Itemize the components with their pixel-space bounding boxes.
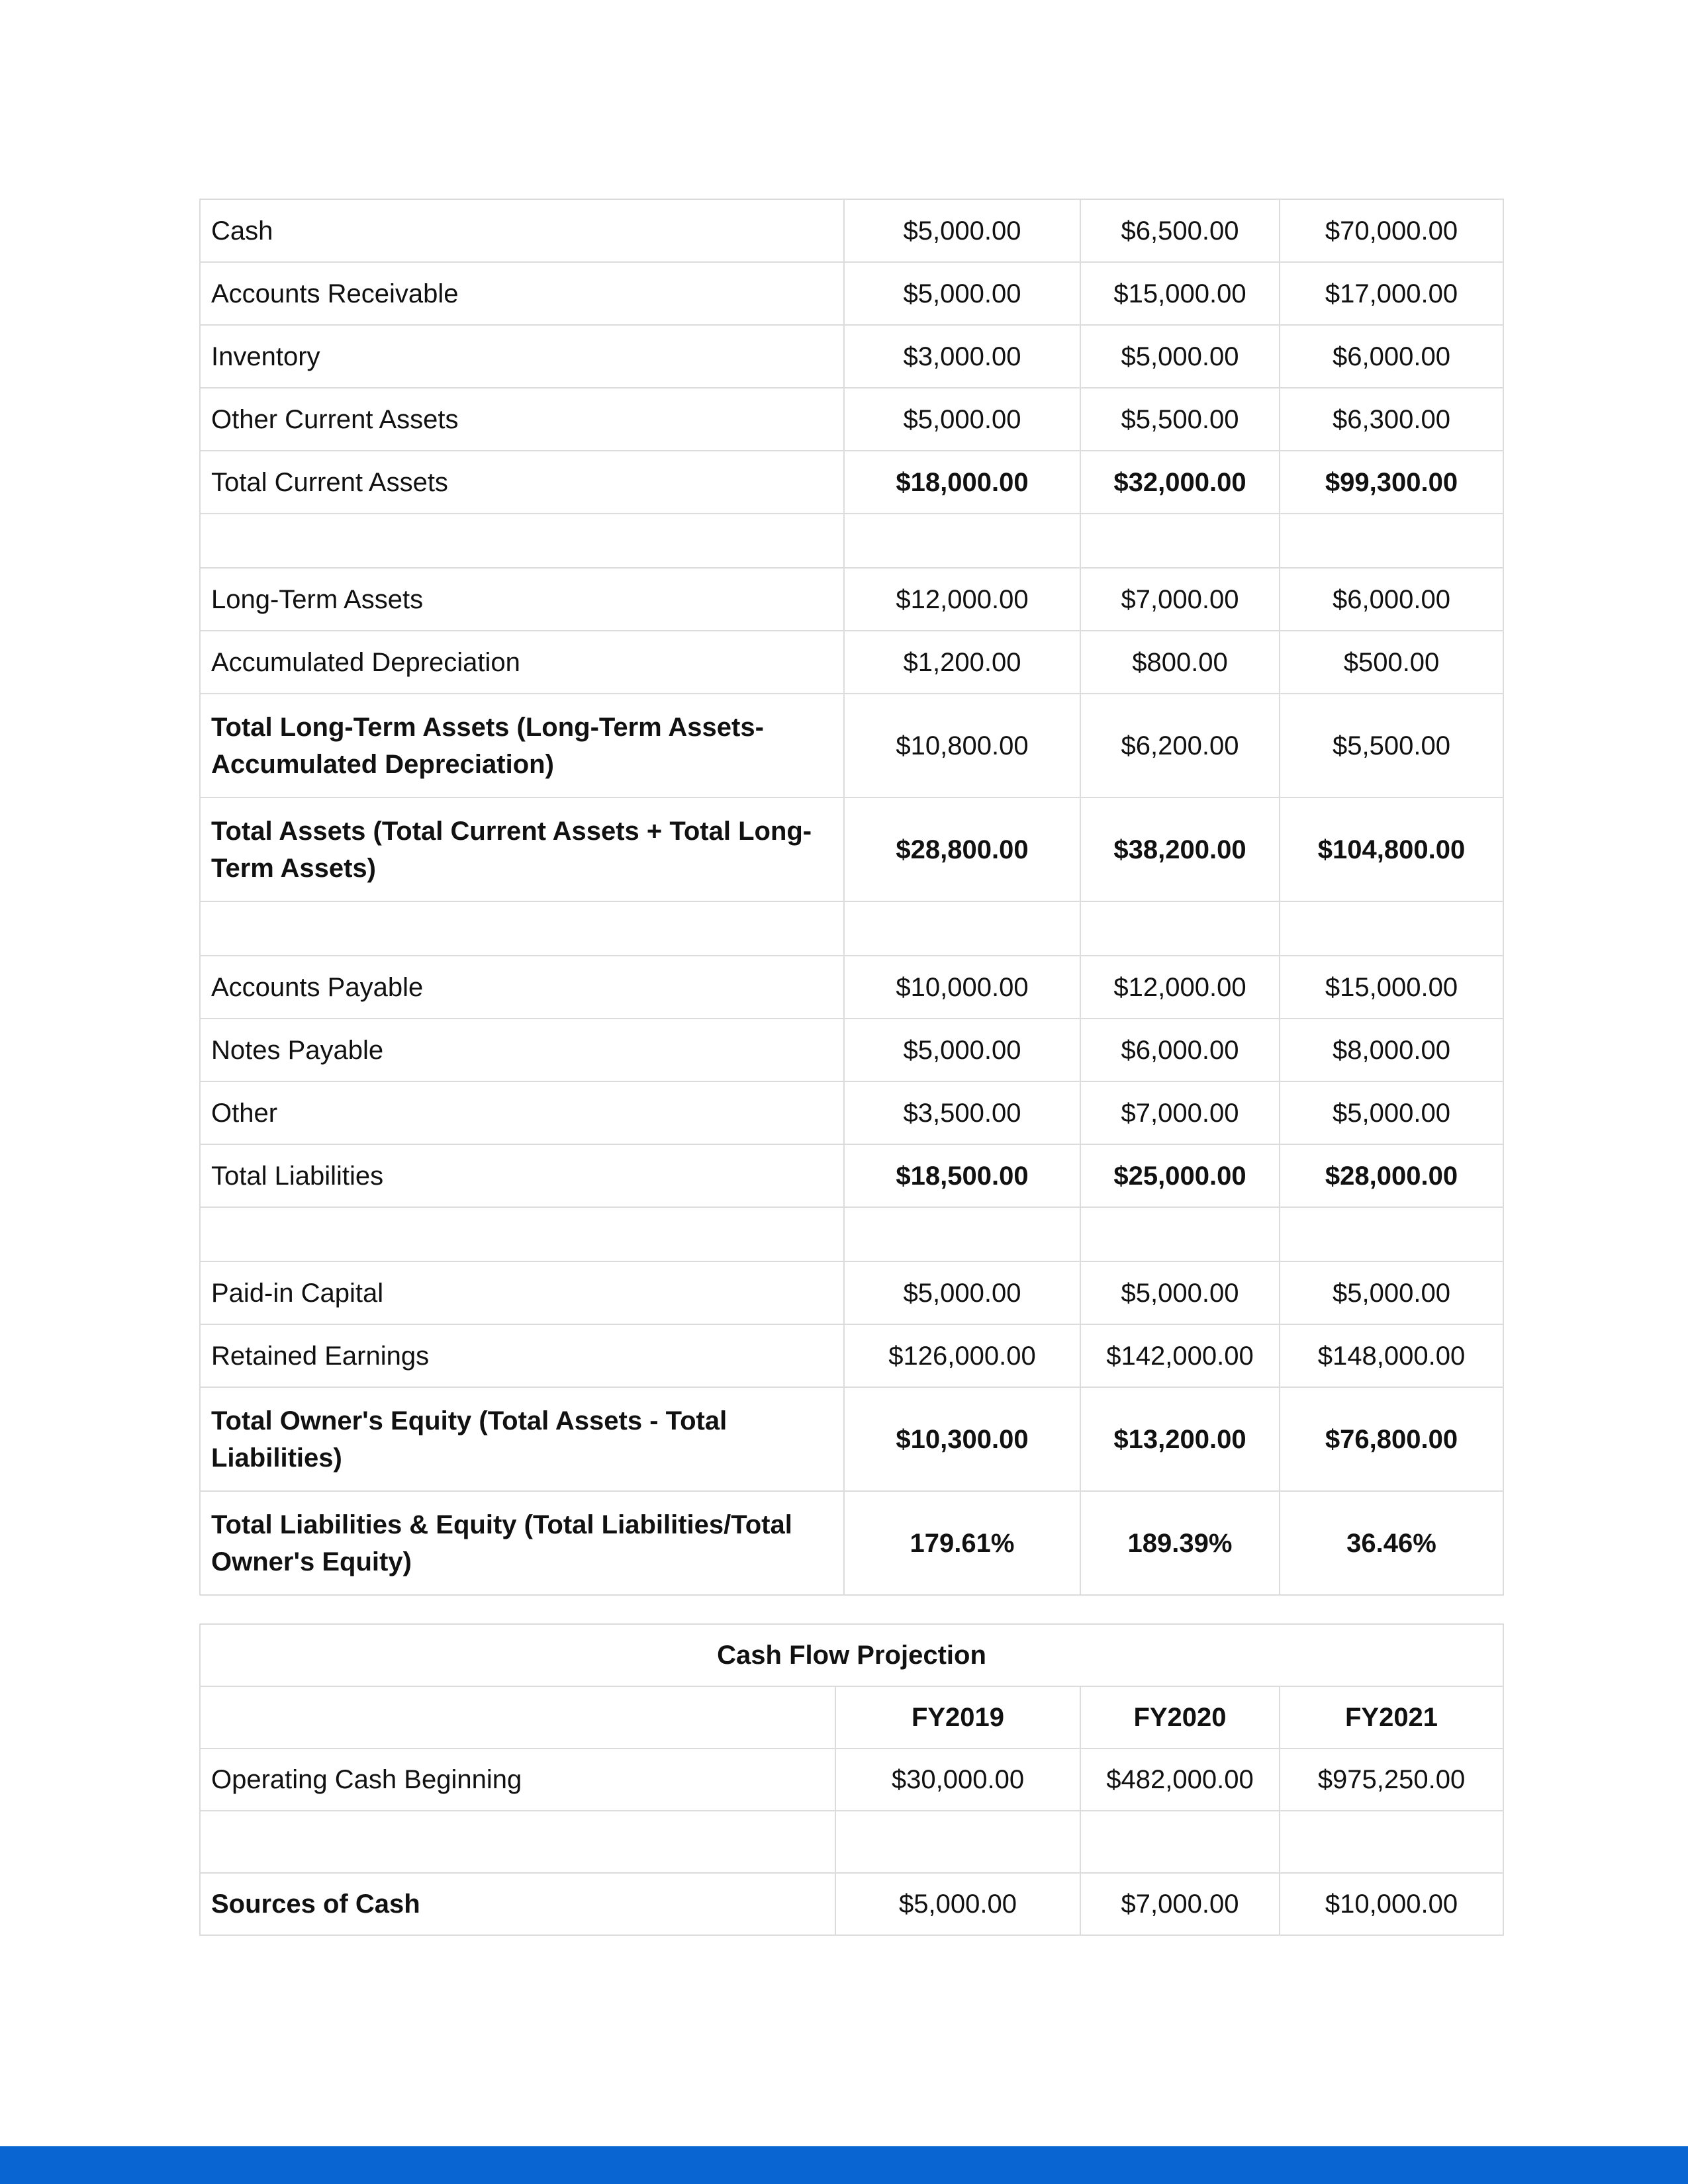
value-cell: $6,500.00 [1080, 199, 1280, 262]
row-label: Accounts Receivable [200, 262, 844, 325]
empty-cell [200, 901, 844, 956]
row-label: Sources of Cash [200, 1873, 835, 1935]
empty-cell [1080, 1207, 1280, 1261]
value-cell: $142,000.00 [1080, 1324, 1280, 1387]
row-label: Accumulated Depreciation [200, 631, 844, 694]
value-cell: $5,000.00 [1280, 1081, 1503, 1144]
value-cell: $5,000.00 [835, 1873, 1080, 1935]
row-label: Total Liabilities & Equity (Total Liabilities/Total Owner's Equity) [200, 1491, 844, 1595]
row-label: Other [200, 1081, 844, 1144]
value-cell: $5,000.00 [1080, 325, 1280, 388]
table-row [200, 1081, 1503, 1144]
value-cell: $7,000.00 [1080, 568, 1280, 631]
value-cell: $7,000.00 [1080, 1873, 1280, 1935]
value-cell: $5,000.00 [1280, 1261, 1503, 1324]
value-cell: 179.61% [844, 1491, 1080, 1595]
value-cell: $3,000.00 [844, 325, 1080, 388]
row-label: Total Long-Term Assets (Long-Term Assets-Accumulated Depreciation) [200, 694, 844, 797]
table-row-total [200, 451, 1503, 514]
table-row-total [200, 1491, 1503, 1595]
value-cell: $13,200.00 [1080, 1387, 1280, 1491]
value-cell: $25,000.00 [1080, 1144, 1280, 1207]
empty-cell [1280, 901, 1503, 956]
table-row [200, 1324, 1503, 1387]
empty-cell [1280, 514, 1503, 568]
row-label: Total Assets (Total Current Assets + Total Long-Term Assets) [200, 797, 844, 901]
table-row-total [200, 797, 1503, 901]
row-label: Retained Earnings [200, 1324, 844, 1387]
value-cell: $10,000.00 [1280, 1873, 1503, 1935]
value-cell: $5,000.00 [844, 388, 1080, 451]
value-cell: $975,250.00 [1280, 1749, 1503, 1811]
value-cell: $12,000.00 [1080, 956, 1280, 1019]
value-cell: $500.00 [1280, 631, 1503, 694]
value-cell: $76,800.00 [1280, 1387, 1503, 1491]
table-row [200, 568, 1503, 631]
column-header: FY2021 [1280, 1686, 1503, 1749]
value-cell: $6,200.00 [1080, 694, 1280, 797]
empty-cell [200, 1811, 835, 1873]
column-header: FY2019 [835, 1686, 1080, 1749]
spacer-row [200, 514, 1503, 568]
value-cell: $6,000.00 [1280, 568, 1503, 631]
value-cell: $3,500.00 [844, 1081, 1080, 1144]
value-cell: 189.39% [1080, 1491, 1280, 1595]
value-cell: $10,300.00 [844, 1387, 1080, 1491]
value-cell: $10,800.00 [844, 694, 1080, 797]
empty-cell [200, 1207, 844, 1261]
footer-bar [0, 2146, 1688, 2184]
value-cell: $28,800.00 [844, 797, 1080, 901]
value-cell: $5,000.00 [844, 262, 1080, 325]
row-label: Paid-in Capital [200, 1261, 844, 1324]
empty-cell [1280, 1811, 1503, 1873]
value-cell: $6,000.00 [1080, 1019, 1280, 1081]
value-cell: $800.00 [1080, 631, 1280, 694]
table-row [200, 262, 1503, 325]
column-header: FY2020 [1080, 1686, 1280, 1749]
empty-cell [835, 1811, 1080, 1873]
empty-cell [1080, 901, 1280, 956]
balance-sheet-table [199, 199, 1504, 1596]
table-header-row [200, 1686, 1503, 1749]
table-row [200, 1261, 1503, 1324]
table-row-total [200, 1144, 1503, 1207]
value-cell: $15,000.00 [1080, 262, 1280, 325]
value-cell: $17,000.00 [1280, 262, 1503, 325]
value-cell: $104,800.00 [1280, 797, 1503, 901]
value-cell: $30,000.00 [835, 1749, 1080, 1811]
empty-cell [200, 514, 844, 568]
value-cell: $7,000.00 [1080, 1081, 1280, 1144]
table-row [200, 631, 1503, 694]
value-cell: $8,000.00 [1280, 1019, 1503, 1081]
table-row [200, 956, 1503, 1019]
row-label: Other Current Assets [200, 388, 844, 451]
value-cell: $18,000.00 [844, 451, 1080, 514]
value-cell: $12,000.00 [844, 568, 1080, 631]
value-cell: $5,500.00 [1280, 694, 1503, 797]
empty-cell [1080, 1811, 1280, 1873]
spacer-row [200, 1207, 1503, 1261]
row-label: Total Owner's Equity (Total Assets - Total Liabilities) [200, 1387, 844, 1491]
spacer-row [200, 1811, 1503, 1873]
row-label: Accounts Payable [200, 956, 844, 1019]
value-cell: $6,000.00 [1280, 325, 1503, 388]
table-title-row [200, 1624, 1503, 1686]
empty-cell [1280, 1207, 1503, 1261]
empty-cell [844, 901, 1080, 956]
row-label: Inventory [200, 325, 844, 388]
table-row [200, 1749, 1503, 1811]
value-cell: $28,000.00 [1280, 1144, 1503, 1207]
value-cell: $5,000.00 [844, 1019, 1080, 1081]
value-cell: $6,300.00 [1280, 388, 1503, 451]
value-cell: $10,000.00 [844, 956, 1080, 1019]
value-cell: $5,000.00 [844, 199, 1080, 262]
value-cell: $15,000.00 [1280, 956, 1503, 1019]
value-cell: $1,200.00 [844, 631, 1080, 694]
row-label: Long-Term Assets [200, 568, 844, 631]
table-row [200, 1873, 1503, 1935]
empty-cell [1080, 514, 1280, 568]
value-cell: $5,000.00 [1080, 1261, 1280, 1324]
value-cell: $70,000.00 [1280, 199, 1503, 262]
empty-cell [844, 514, 1080, 568]
row-label: Notes Payable [200, 1019, 844, 1081]
value-cell: $482,000.00 [1080, 1749, 1280, 1811]
value-cell: $126,000.00 [844, 1324, 1080, 1387]
value-cell: $5,500.00 [1080, 388, 1280, 451]
table-row-total [200, 694, 1503, 797]
table-title: Cash Flow Projection [200, 1624, 1503, 1686]
row-label: Operating Cash Beginning [200, 1749, 835, 1811]
value-cell: $32,000.00 [1080, 451, 1280, 514]
value-cell: $148,000.00 [1280, 1324, 1503, 1387]
table-row-total [200, 1387, 1503, 1491]
row-label: Cash [200, 199, 844, 262]
row-label: Total Liabilities [200, 1144, 844, 1207]
table-row [200, 325, 1503, 388]
empty-cell [844, 1207, 1080, 1261]
table-row [200, 199, 1503, 262]
table-row [200, 1019, 1503, 1081]
row-label: Total Current Assets [200, 451, 844, 514]
value-cell: $18,500.00 [844, 1144, 1080, 1207]
value-cell: 36.46% [1280, 1491, 1503, 1595]
value-cell: $5,000.00 [844, 1261, 1080, 1324]
table-row [200, 388, 1503, 451]
empty-cell [200, 1686, 835, 1749]
value-cell: $99,300.00 [1280, 451, 1503, 514]
value-cell: $38,200.00 [1080, 797, 1280, 901]
spacer-row [200, 901, 1503, 956]
cash-flow-table [199, 1623, 1504, 1936]
